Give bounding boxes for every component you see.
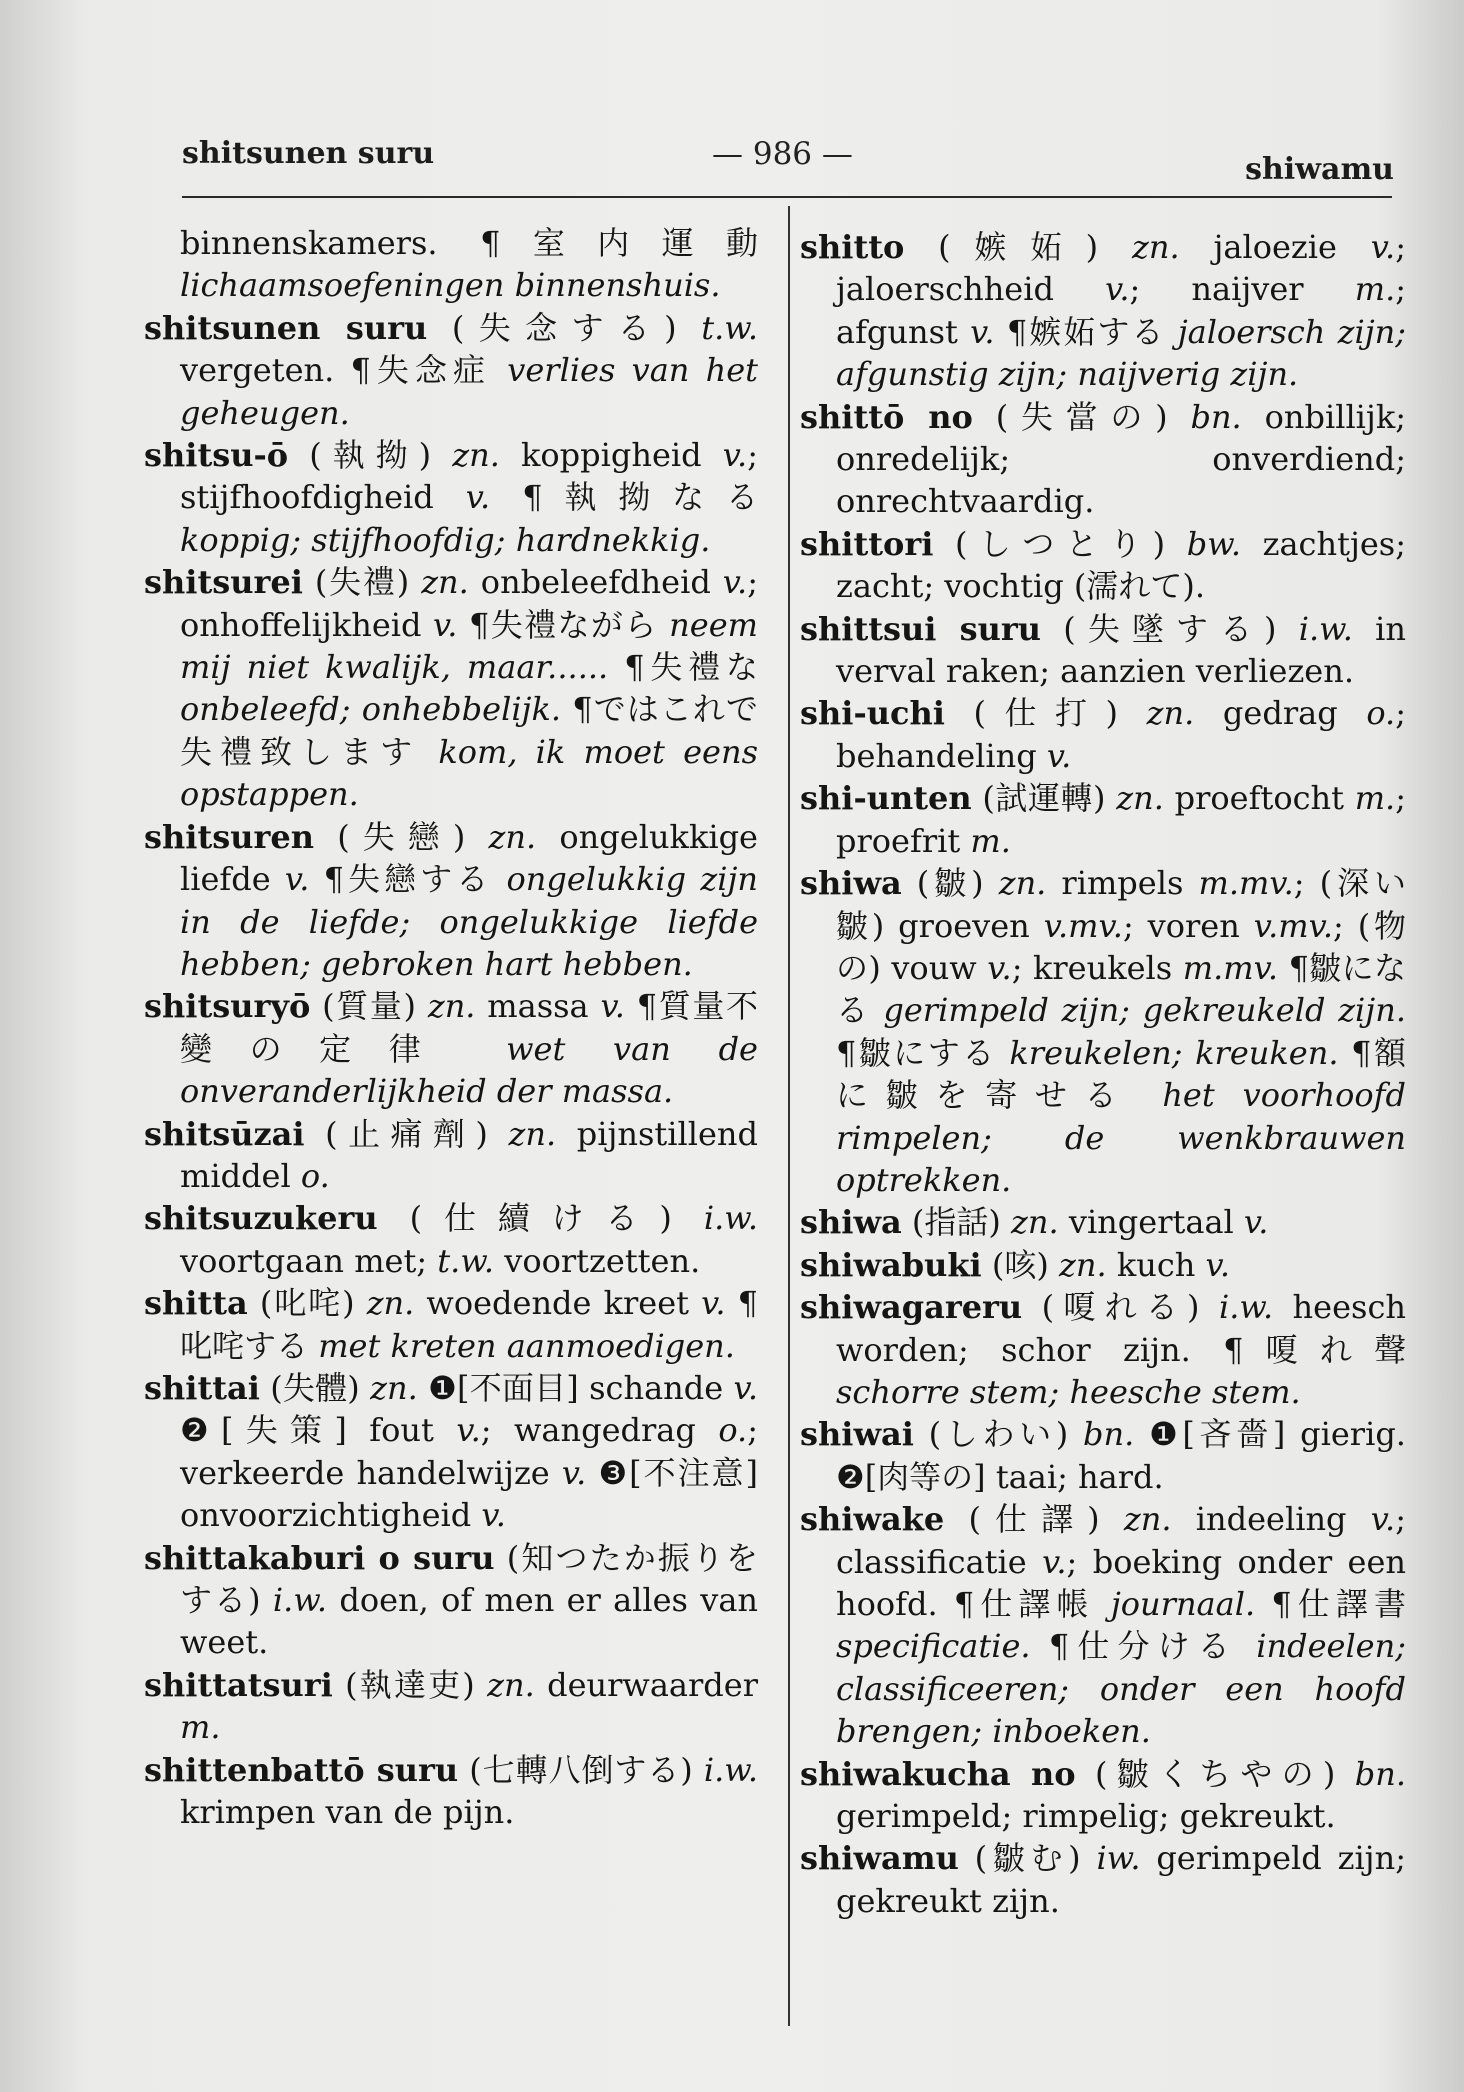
headword: shiwa (800, 1203, 902, 1242)
example-text: m.mv. (1182, 948, 1279, 987)
dictionary-entry (144, 985, 758, 1112)
definition-text: ; jaloerschheid (836, 228, 1406, 309)
example-text: zn. (1123, 1500, 1172, 1539)
example-text: zn. (366, 1284, 415, 1323)
example-text: v. (733, 1368, 758, 1407)
dictionary-entry (800, 396, 1406, 523)
example-text: v. (987, 948, 1012, 987)
definition-text: ❷[失策] fout (180, 1411, 457, 1450)
definition-text: ; voren (1122, 906, 1254, 945)
example-text: zn. (998, 864, 1047, 903)
definition-text: ¶仕譯書 (1255, 1585, 1406, 1623)
headword: shitsuryō (144, 987, 311, 1026)
definition-text: kuch (1106, 1245, 1206, 1284)
example-text: v. (433, 605, 458, 644)
dictionary-entry (800, 1753, 1406, 1838)
example-text: bn. (1190, 397, 1242, 436)
example-text: wet van de onveranderlijkheid der massa. (180, 1029, 758, 1111)
dictionary-entry (144, 1113, 758, 1198)
definition-text: (執拗) (288, 436, 453, 475)
example-text: indeelen; classificeeren; onder een hoofd brengen; inboeken. (836, 1627, 1406, 1751)
example-text: onbeleefd; onhebbelijk. (180, 690, 562, 729)
definition-text: ¶ではこれで失禮致します (180, 690, 758, 771)
example-text: i.w. (703, 1199, 758, 1238)
dictionary-entry (800, 692, 1406, 777)
headword: shitsurei (144, 563, 303, 602)
header-rule (182, 196, 1392, 198)
definition-text: in verval raken; aanzien verliezen. (836, 609, 1406, 691)
dictionary-entry (800, 1498, 1406, 1752)
dictionary-entry (800, 777, 1406, 862)
definition-text: (試運轉) (971, 779, 1117, 818)
continued-entry (144, 222, 758, 307)
right-column (800, 226, 1406, 1922)
definition-text: jaloezie (1179, 228, 1371, 266)
definition-text: ; wangedrag (480, 1411, 719, 1450)
definition-text: ; verkeerde handelwijze (180, 1411, 758, 1492)
headword: shiwa (800, 864, 902, 903)
example-text: i.w. (1218, 1288, 1274, 1327)
headword: shiwai (800, 1415, 914, 1454)
definition-text: gerimpeld; rimpelig; gekreukt. (836, 1797, 1336, 1836)
dictionary-entry (800, 226, 1406, 396)
example-text: zn. (370, 1368, 418, 1407)
headword: shittō no (800, 397, 973, 436)
definition-text: ; classificatie (836, 1500, 1406, 1581)
headword: shitto (800, 228, 905, 266)
example-text: gerimpeld zijn; gekreukeld zijn. (883, 991, 1406, 1030)
example-text: lichaamsoefeningen binnenshuis. (180, 266, 721, 305)
definition-text: (叱咤) (247, 1284, 367, 1323)
definition-text: (失當の) (972, 397, 1191, 436)
dictionary-entry (144, 434, 758, 561)
headword: shittenbattō suru (144, 1750, 459, 1789)
example-text: o. (1366, 694, 1396, 733)
dictionary-entry (800, 608, 1406, 693)
definition-text: ; boeking onder een hoofd. ¶仕譯帳 (836, 1542, 1407, 1623)
definition-text: (知つたか振りをする) (180, 1538, 758, 1619)
definition-text: ; onhoffelijkheid (180, 563, 758, 644)
example-text: v. (1046, 736, 1072, 775)
dictionary-entry (800, 1837, 1406, 1922)
dictionary-entry (144, 816, 758, 986)
definition-text: ¶叱咤する (180, 1284, 759, 1365)
definition-text: gerimpeld zijn; gekreukt zijn. (836, 1839, 1406, 1920)
headword: shi-unten (800, 779, 972, 818)
definition-text: ; proefrit (836, 779, 1406, 860)
example-text: ongelukkig zijn in de liefde; ongelukkige liefde hebben; gebroken hart hebben. (180, 860, 758, 983)
headword: shittai (144, 1368, 260, 1407)
left-column (144, 222, 758, 1833)
example-text: verlies van het geheugen. (180, 351, 758, 432)
definition-text: ; (深い皺) groeven (836, 864, 1406, 945)
headword: shittsui suru (800, 609, 1042, 648)
headword: shitsuzukeru (144, 1199, 378, 1238)
definition-text: (止痛劑) (304, 1114, 509, 1153)
definition-text: ❸[不注意] onvoorzichtigheid (180, 1453, 758, 1535)
dictionary-entry (800, 1201, 1406, 1243)
example-text: v. (561, 1453, 587, 1492)
header-right-guide-word: shiwamu (1245, 152, 1394, 187)
example-text: m. (1354, 270, 1396, 309)
headword: shiwamu (800, 1839, 959, 1878)
example-text: i.w. (703, 1750, 758, 1789)
example-text: iw. (1096, 1839, 1141, 1878)
right-entries (800, 226, 1406, 1922)
headword: shitsuren (144, 817, 314, 856)
dictionary-entry (144, 307, 758, 434)
dictionary-entry (144, 1664, 758, 1749)
headword: shittakaburi o suru (144, 1538, 495, 1577)
definition-text: ¶皺になる (836, 948, 1406, 1030)
example-text: m. (180, 1708, 221, 1747)
definition-text: ; stijfhoofdigheid (180, 436, 758, 517)
definition-text: (皺む) (958, 1839, 1097, 1878)
example-text: zn. (488, 817, 537, 856)
left-entries (144, 307, 758, 1834)
example-text: v. (1042, 1542, 1067, 1581)
definition-text: (仕打) (944, 694, 1147, 733)
definition-text: (指話) (901, 1203, 1012, 1242)
page-number: — 986 — (712, 136, 853, 172)
definition-text: massa (475, 987, 601, 1026)
example-text: zn. (452, 436, 500, 475)
dictionary-entry (144, 561, 758, 815)
example-text: bn. (1354, 1754, 1406, 1793)
definition-text: ¶執拗なる (490, 478, 758, 517)
definition-text: (失禮) (302, 563, 422, 602)
headword: shitsu-ō (144, 436, 289, 475)
example-text: zn. (1116, 779, 1164, 818)
dictionary-entry (800, 1286, 1406, 1413)
example-text: i.w. (1298, 609, 1353, 648)
header-left-guide-word: shitsunen suru (182, 136, 435, 171)
definition-text: (しつとり) (933, 524, 1187, 563)
example-text: zn. (1146, 694, 1195, 733)
definition-text: ¶嫉妬する (994, 312, 1178, 351)
headword: shitta (144, 1284, 248, 1323)
definition-text: (仕續ける) (377, 1199, 704, 1238)
dictionary-entry (800, 1413, 1406, 1498)
definition-text: (七轉八倒する) (458, 1750, 704, 1789)
definition-text: ❶[不面目] schande (417, 1368, 734, 1407)
definition-text: heesch worden; schor zijn. ¶嗄れ聲 (836, 1288, 1406, 1369)
definition-text: voortgaan met; (180, 1241, 438, 1280)
example-text: v. (284, 860, 310, 899)
example-text: met kreten aanmoedigen. (318, 1326, 735, 1365)
example-text: v. (456, 1411, 481, 1450)
dictionary-entry (144, 1282, 758, 1367)
definition-text: ¶額に皺を寄せる (836, 1033, 1406, 1115)
headword: shiwagareru (800, 1288, 1023, 1327)
definition-text: ¶質量不變の定律 (180, 987, 758, 1068)
example-text: v. (1105, 270, 1130, 309)
definition-text: gedrag (1194, 694, 1367, 733)
definition-text: ; afgunst (836, 270, 1407, 351)
definition-text: woedende kreet (414, 1284, 702, 1323)
definition-text: (嗄れる) (1022, 1288, 1219, 1327)
definition-text: binnenskamers. ¶室内運動 (180, 224, 758, 262)
example-text: v.mv. (1253, 906, 1334, 945)
headword: shiwabuki (800, 1245, 982, 1284)
dictionary-entry (144, 1749, 758, 1834)
headword: shi-uchi (800, 694, 945, 733)
definition-text: ; kreukels (1011, 948, 1183, 987)
definition-text: rimpels (1046, 864, 1199, 903)
example-text: v.mv. (1043, 906, 1123, 945)
definition-text: (失念する) (427, 308, 702, 347)
example-text: v. (1370, 228, 1396, 266)
definition-text: (失戀) (313, 817, 489, 856)
example-text: t.w. (701, 308, 758, 347)
definition-text: (執達吏) (332, 1665, 488, 1704)
example-text: zn. (1131, 228, 1180, 266)
example-text: t.w. (437, 1241, 495, 1280)
example-text: journaal. (1110, 1585, 1256, 1623)
example-text: koppig; stijfhoofdig; hardnekkig. (180, 520, 711, 559)
definition-text: (嫉妬) (904, 228, 1132, 266)
definition-text: indeeling (1171, 1500, 1371, 1539)
definition-text: (仕譯) (944, 1500, 1124, 1539)
definition-text: (皺) (901, 864, 999, 903)
example-text: specificatie. (836, 1627, 1031, 1666)
running-header (182, 128, 1394, 187)
definition-text: krimpen van de pijn. (180, 1793, 515, 1832)
example-text: zn. (508, 1114, 557, 1153)
example-text: o. (300, 1156, 330, 1195)
definition-text: ongelukkige liefde (180, 817, 758, 899)
definition-text: vergeten. ¶失念症 (180, 351, 508, 390)
headword: shittatsuri (144, 1665, 333, 1704)
definition-text: zachtjes; zacht; vochtig (濡れて). (836, 524, 1406, 606)
example-text: bn. (1083, 1415, 1135, 1454)
definition-text: proeftocht (1163, 779, 1355, 818)
definition-text: ¶失戀する (309, 860, 507, 899)
example-text: kreukelen; kreuken. (1009, 1033, 1339, 1072)
definition-text: ❶[吝嗇] gierig. ❷[肉等の] taai; hard. (836, 1415, 1406, 1496)
example-text: v. (481, 1496, 506, 1535)
dictionary-entry (144, 1367, 758, 1537)
column-divider (788, 206, 790, 2026)
example-text: v. (701, 1284, 726, 1323)
definition-text: (質量) (310, 987, 428, 1026)
definition-text: pijnstillend middel (180, 1114, 758, 1195)
example-text: o. (718, 1411, 748, 1450)
definition-text: ; behandeling (836, 694, 1406, 775)
headword: shiwake (800, 1500, 945, 1539)
definition-text: voortzetten. (494, 1241, 701, 1280)
definition-text: (失體) (259, 1368, 371, 1407)
example-text: zn. (427, 987, 476, 1026)
example-text: schorre stem; heesche stem. (836, 1372, 1301, 1411)
example-text: bw. (1186, 524, 1241, 563)
headword: shiwakucha no (800, 1754, 1076, 1793)
definition-text: ; (物の) vouw (836, 906, 1406, 987)
definition-text: onbeleefdheid (468, 563, 723, 602)
definition-text: (皺くちやの) (1075, 1754, 1355, 1793)
example-text: zn. (1011, 1203, 1059, 1242)
definition-text: ¶仕分ける (1030, 1627, 1257, 1666)
headword: shitsūzai (144, 1114, 305, 1153)
example-text: i.w. (272, 1581, 328, 1619)
example-text: v. (970, 312, 995, 351)
dictionary-entry (800, 523, 1406, 608)
definition-text: (しわい) (913, 1415, 1084, 1454)
dictionary-entry (144, 1537, 758, 1664)
example-text: v. (722, 563, 748, 602)
example-text: zn. (487, 1665, 535, 1704)
example-text: m. (970, 821, 1011, 860)
example-text: v. (600, 987, 625, 1026)
headword: shittori (800, 524, 934, 563)
definition-text: onbillijk; onredelijk; onverdiend; onrechtvaardig. (836, 397, 1406, 521)
example-text: v. (1243, 1203, 1269, 1242)
example-text: m.mv. (1198, 864, 1294, 903)
example-text: m. (1354, 779, 1396, 818)
example-text: zn. (1059, 1245, 1107, 1284)
example-text: jaloersch zijn; afgunstig zijn; naijverig zijn. (836, 312, 1407, 394)
example-text: v. (465, 478, 491, 517)
example-text: v. (722, 436, 748, 475)
dictionary-entry (144, 1197, 758, 1282)
headword: shitsunen suru (144, 308, 428, 347)
definition-text: ¶失禮な (608, 648, 758, 687)
example-text: neem mij niet kwalijk, maar...... (180, 605, 758, 687)
definition-text: doen, of men er alles van weet. (180, 1581, 758, 1662)
dictionary-entry (800, 1244, 1406, 1286)
example-text: zn. (421, 563, 469, 602)
dictionary-entry (800, 862, 1406, 1201)
definition-text: ¶皺にする (836, 1033, 1010, 1072)
example-text: v. (1370, 1500, 1396, 1539)
definition-text: koppigheid (499, 436, 723, 475)
definition-text: ; naijver (1129, 270, 1355, 309)
definition-text: deurwaarder (534, 1665, 758, 1704)
example-text: het voorhoofd rimpelen; de wenkbrauwen optrekken. (836, 1076, 1406, 1199)
definition-text: ¶失禮ながら (457, 605, 670, 644)
example-text: v. (1205, 1245, 1230, 1284)
definition-text: (咳) (981, 1245, 1060, 1284)
example-text: kom, ik moet eens opstappen. (180, 732, 758, 814)
definition-text: (失墜する) (1041, 609, 1299, 648)
definition-text: vingertaal (1058, 1203, 1244, 1242)
